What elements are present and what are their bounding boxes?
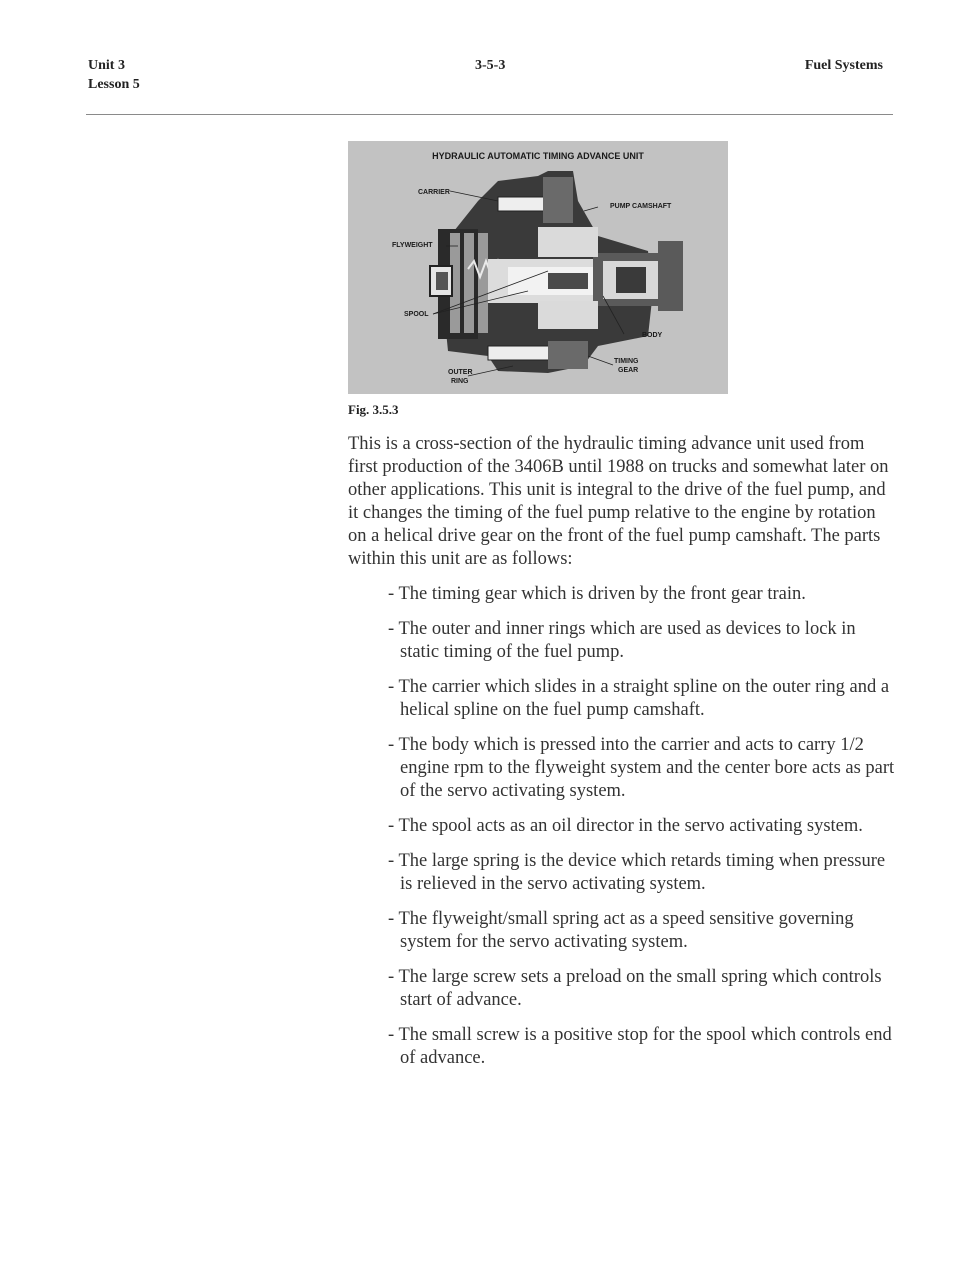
list-item: - The timing gear which is driven by the front gear train. bbox=[388, 584, 806, 604]
page-number: 3-5-3 bbox=[475, 58, 506, 73]
intro-paragraph: This is a cross-section of the hydraulic timing advance unit used from first production of the 3406B until 1988 on trucks and somewhat later on other applications. This unit is integral to the drive of the fuel pump, and it changes the timing of the fuel pump relative to the engine by rotation on a helical drive gear on the front of the fuel pump camshaft. The parts within this unit are as follows: bbox=[348, 434, 889, 569]
list-item: - The large spring is the device which retards timing when pressure is relieved in the servo activating system. bbox=[388, 851, 886, 894]
list-item: - The small screw is a positive stop for the spool which controls end of advance. bbox=[388, 1025, 892, 1068]
header-left bbox=[88, 56, 140, 94]
unit-label: Unit 3 bbox=[88, 58, 125, 73]
label-outer-ring-1: OUTER bbox=[448, 369, 473, 376]
figure-title: HYDRAULIC AUTOMATIC TIMING ADVANCE UNIT bbox=[432, 151, 644, 161]
list-item: - The body which is pressed into the carrier and acts to carry 1/2 engine rpm to the flyweight system and the center bore acts as part of the servo activating system. bbox=[388, 735, 895, 801]
cross-section-drawing bbox=[348, 141, 728, 394]
label-body: BODY bbox=[642, 332, 663, 339]
figure-caption: Fig. 3.5.3 bbox=[348, 402, 399, 417]
list-item: - The large screw sets a preload on the small spring which controls start of advance. bbox=[388, 967, 882, 1010]
label-pump-camshaft: PUMP CAMSHAFT bbox=[610, 203, 672, 210]
label-outer-ring-2: RING bbox=[451, 378, 469, 385]
timing-advance-figure bbox=[348, 141, 728, 394]
list-item: - The carrier which slides in a straight spline on the outer ring and a helical spline on the fuel pump camshaft. bbox=[388, 677, 890, 720]
label-flyweight: FLYWEIGHT bbox=[392, 242, 433, 249]
label-carrier: CARRIER bbox=[418, 189, 450, 196]
list-item: - The flyweight/small spring act as a speed sensitive governing system for the servo activating system. bbox=[388, 909, 854, 952]
section-title: Fuel Systems bbox=[804, 58, 883, 73]
page-header bbox=[88, 56, 883, 96]
header-divider bbox=[86, 114, 893, 115]
parts-list bbox=[388, 583, 898, 1082]
label-timing-gear-2: GEAR bbox=[618, 367, 639, 374]
list-item: - The outer and inner rings which are used as devices to lock in static timing of the fuel pump. bbox=[388, 619, 856, 662]
list-item: - The spool acts as an oil director in the servo activating system. bbox=[388, 816, 863, 836]
label-timing-gear-1: TIMING bbox=[614, 358, 639, 365]
label-spool: SPOOL bbox=[404, 311, 429, 318]
lesson-label: Lesson 5 bbox=[88, 77, 140, 92]
